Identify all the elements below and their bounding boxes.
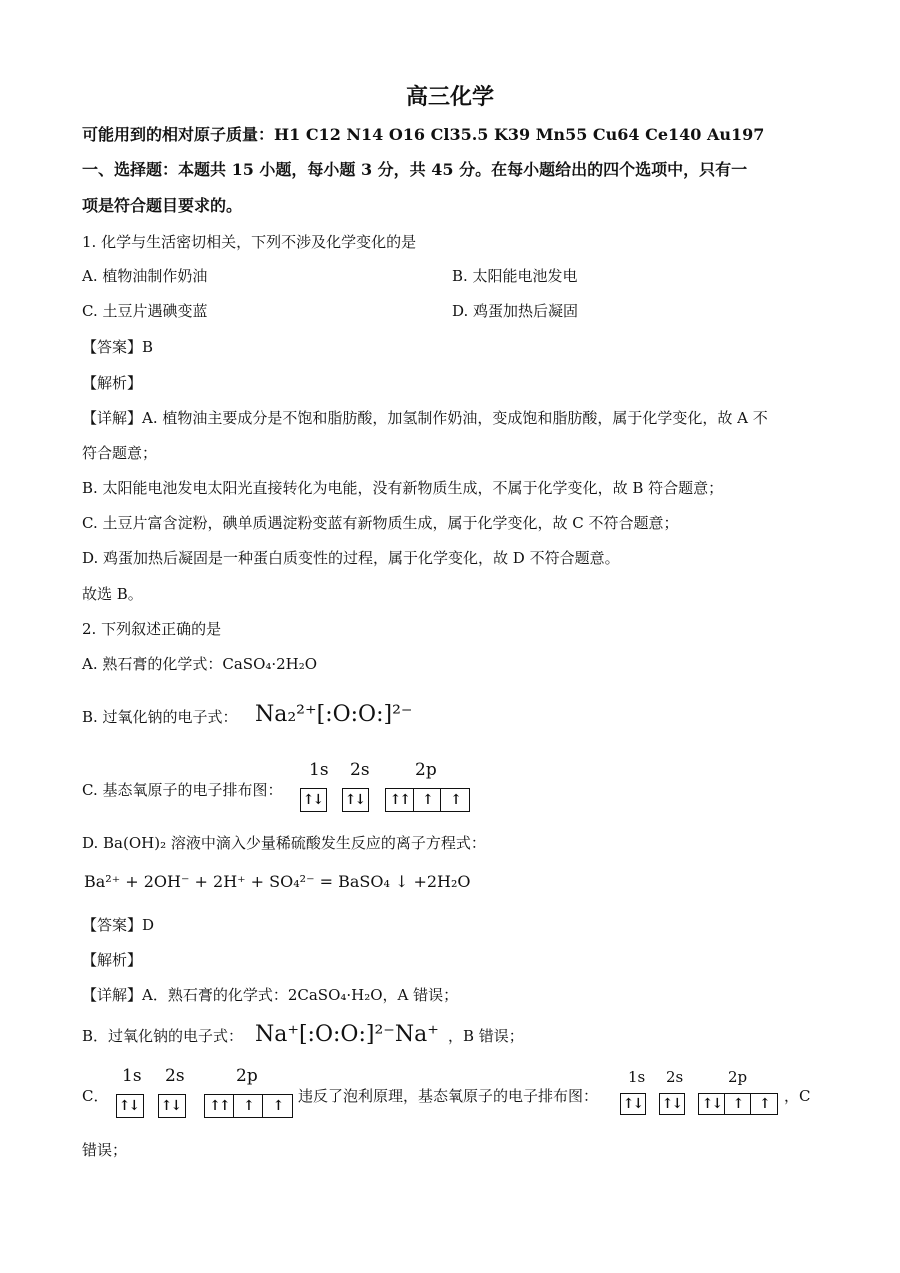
orbital-cell: ↑ xyxy=(725,1094,751,1114)
page-title: 高三化学 xyxy=(405,84,494,110)
orbital-box-2p xyxy=(385,788,470,812)
orbital-cell: ↑↓ xyxy=(118,1098,139,1114)
q2-detail-c-end: 错误； xyxy=(82,1141,128,1159)
orbital-box-1s xyxy=(300,788,327,812)
q2-option-c-label: C. 基态氧原子的电子排布图： xyxy=(82,781,283,799)
orbital-box-1s xyxy=(620,1093,646,1115)
orbital-cell: ↑↓ xyxy=(622,1096,643,1112)
orbital-label-1s: 1s xyxy=(122,1066,142,1086)
q1-detail-b: B. 太阳能电池发电太阳光直接转化为电能，没有新物质生成，不属于化学变化，故 B 符合题意； xyxy=(82,479,724,497)
q2-stem: 2. 下列叙述正确的是 xyxy=(82,620,222,638)
atomic-masses: 可能用到的相对原子质量：H1 C12 N14 O16 Cl35.5 K39 Mn55 Cu64 Ce140 Au197 xyxy=(82,125,765,144)
orbital-cell: ↑↓ xyxy=(661,1096,682,1112)
q1-option-c: C. 土豆片遇碘变蓝 xyxy=(82,302,208,320)
orbital-cell: ↑↓ xyxy=(699,1094,725,1114)
q1-option-d: D. 鸡蛋加热后凝固 xyxy=(452,302,579,320)
q1-conclusion: 故选 B。 xyxy=(82,585,143,603)
q2-option-a: A. 熟石膏的化学式：CaSO₄·2H₂O xyxy=(82,655,318,673)
q2-detail-b-label: B．过氧化钠的电子式： xyxy=(82,1027,244,1045)
q2-detail-b-tail: ，B 错误； xyxy=(448,1027,524,1045)
orbital-box-2p xyxy=(698,1093,778,1115)
orbital-cell: ↑ xyxy=(414,789,442,811)
orbital-cell: ↑↓ xyxy=(160,1098,181,1114)
orbital-label-2s: 2s xyxy=(666,1068,684,1086)
orbital-cell: ↑↑ xyxy=(205,1095,234,1117)
q2-detail-a: 【详解】A．熟石膏的化学式：2CaSO₄·H₂O，A 错误； xyxy=(82,986,459,1004)
section-heading-line2: 项是符合题目要求的。 xyxy=(82,196,243,215)
orbital-cell: ↑↑ xyxy=(386,789,414,811)
orbital-label-1s: 1s xyxy=(628,1068,646,1086)
q1-detail-a-cont: 符合题意； xyxy=(82,444,158,462)
q2-option-d-label: D. Ba(OH)₂ 溶液中滴入少量稀硫酸发生反应的离子方程式： xyxy=(82,834,486,852)
orbital-label-2p: 2p xyxy=(415,760,437,780)
q2-analysis: 【解析】 xyxy=(82,951,143,969)
q2-detail-c-middle: 违反了泡利原理，基态氧原子的电子排布图： xyxy=(298,1087,599,1105)
orbital-box-2s xyxy=(158,1094,186,1118)
q2-detail-c-label: C． xyxy=(82,1087,109,1105)
q2-option-d-equation: Ba²⁺ + 2OH⁻ + 2H⁺ + SO₄²⁻ = BaSO₄ ↓ +2H₂O xyxy=(84,872,471,891)
orbital-box-2s xyxy=(659,1093,685,1115)
orbital-label-2s: 2s xyxy=(165,1066,185,1086)
q1-stem: 1. 化学与生活密切相关，下列不涉及化学变化的是 xyxy=(82,233,417,251)
q2-option-b-label: B. 过氧化钠的电子式： xyxy=(82,708,238,726)
orbital-label-2p: 2p xyxy=(728,1068,748,1086)
orbital-label-2s: 2s xyxy=(350,760,370,780)
q1-analysis: 【解析】 xyxy=(82,374,143,392)
orbital-label-1s: 1s xyxy=(309,760,329,780)
section-heading-line1: 一、选择题：本题共 15 小题，每小题 3 分，共 45 分。在每小题给出的四个选项中，只有一 xyxy=(82,160,748,179)
q2-detail-c-tail: ，C xyxy=(784,1087,811,1105)
q1-detail-a: 【详解】A. 植物油主要成分是不饱和脂肪酸，加氢制作奶油，变成饱和脂肪酸，属于化学变化，故 A 不 xyxy=(82,409,768,427)
q1-detail-c: C. 土豆片富含淀粉，碘单质遇淀粉变蓝有新物质生成，属于化学变化，故 C 不符合题意； xyxy=(82,514,679,532)
orbital-cell: ↑↓ xyxy=(344,792,365,808)
q1-detail-d: D. 鸡蛋加热后凝固是一种蛋白质变性的过程，属于化学变化，故 D 不符合题意。 xyxy=(82,549,620,567)
q1-option-b: B. 太阳能电池发电 xyxy=(452,267,578,285)
orbital-box-2p xyxy=(204,1094,293,1118)
orbital-cell: ↑ xyxy=(759,1096,769,1112)
q2-detail-b-formula: Na⁺[:O:O:]²⁻Na⁺ xyxy=(255,1022,439,1047)
orbital-cell: ↑ xyxy=(272,1098,283,1114)
orbital-cell: ↑ xyxy=(450,792,461,808)
q2-answer: 【答案】D xyxy=(82,916,155,934)
q2-option-b-formula: Na₂²⁺[:O:O:]²⁻ xyxy=(255,702,413,727)
orbital-box-1s xyxy=(116,1094,144,1118)
orbital-box-2s xyxy=(342,788,369,812)
q1-option-a: A. 植物油制作奶油 xyxy=(82,267,208,285)
q1-answer: 【答案】B xyxy=(82,338,154,356)
orbital-label-2p: 2p xyxy=(236,1066,258,1086)
orbital-cell: ↑↓ xyxy=(302,792,323,808)
orbital-cell: ↑ xyxy=(234,1095,263,1117)
